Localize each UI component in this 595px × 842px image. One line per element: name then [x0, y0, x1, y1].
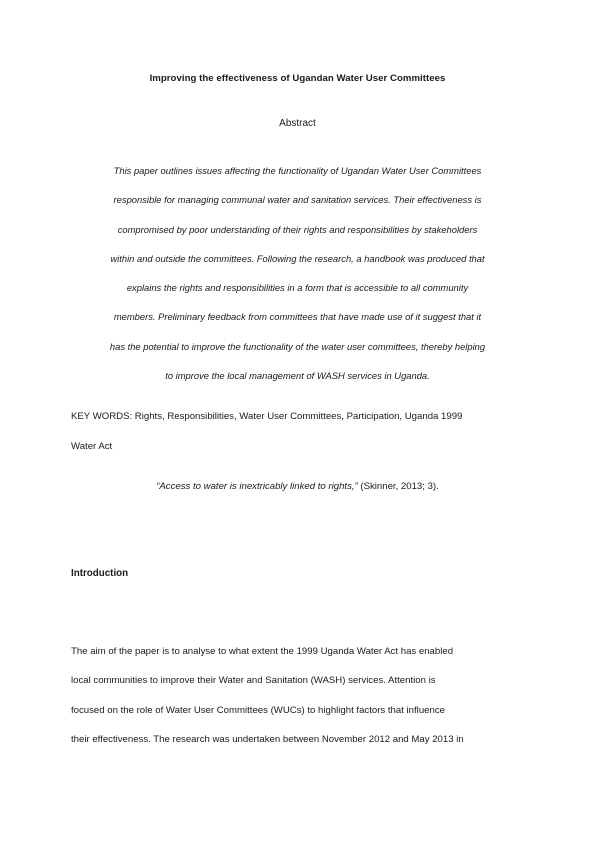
introduction-line: focused on the role of Water User Committees (WUCs) to highlight factors that influence	[71, 704, 445, 716]
abstract-line: to improve the local management of WASH services in Uganda.	[165, 370, 430, 382]
abstract-line: explains the rights and responsibilities in a form that is accessible to all community	[126, 282, 469, 294]
introduction-line: their effectiveness. The research was undertaken between November 2012 and May 2013 in	[71, 733, 464, 745]
abstract-line: responsible for managing communal water and sanitation services. Their effectiveness is	[113, 194, 482, 206]
abstract-line: within and outside the committees. Following the research, a handbook was produced that	[110, 252, 485, 264]
quote-citation: (Skinner, 2013; 3).	[357, 481, 439, 492]
keywords	[71, 402, 531, 461]
keywords-line: Water Act	[71, 440, 113, 452]
introduction-body	[71, 637, 533, 754]
epigraph-quote	[0, 481, 595, 492]
abstract-line: has the potential to improve the functionality of the water user committees, thereby helping	[109, 340, 486, 352]
abstract-heading: Abstract	[279, 118, 316, 129]
introduction-heading: Introduction	[71, 568, 129, 579]
abstract-body	[70, 156, 525, 390]
introduction-line: local communities to improve their Water and Sanitation (WASH) services. Attention is	[71, 675, 436, 687]
abstract-line: This paper outlines issues affecting the functionality of Ugandan Water User Committees	[113, 165, 482, 176]
abstract-line: compromised by poor understanding of their rights and responsibilities by stakeholders	[117, 223, 478, 235]
keywords-line: KEY WORDS: Rights, Responsibilities, Water User Committees, Participation, Uganda 1999	[71, 411, 463, 422]
quote-text: “Access to water is inextricably linked to rights,”	[156, 481, 358, 492]
abstract-line: members. Preliminary feedback from committees that have made use of it suggest that it	[113, 311, 482, 323]
introduction-line: The aim of the paper is to analyse to what extent the 1999 Uganda Water Act has enabled	[71, 646, 454, 657]
paper-title: Improving the effectiveness of Ugandan Water User Committees	[149, 73, 446, 84]
